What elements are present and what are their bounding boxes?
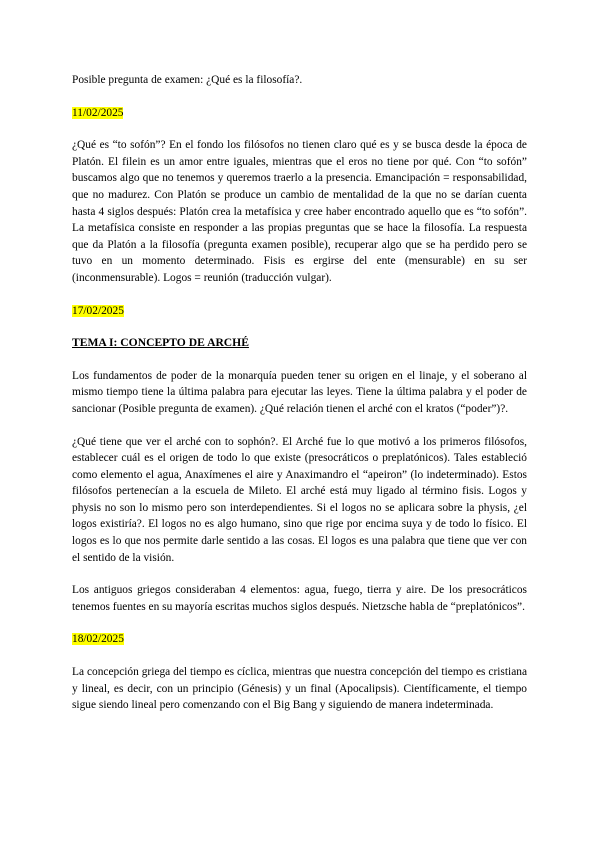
paragraph-arche: ¿Qué tiene que ver el arché con to sophón?. El Arché fue lo que motivó a los primeros filósofos, establecer cuál es el origen de todo lo que existe (presocráticos o preplatónicos). Tales estableció como elemento el agua, Anaxímenes el aire y Anaximandro el “apeiron” (lo indeterminado). Estos filósofos pertenecían a la escuela de Mileto. El arché está muy ligado al término fisis. Logos y physis no son lo mismo pero son interdependientes. Si el logos no se aplicara sobre la physis, ¿el logos existiría?. El logos no es algo humano, sino que rige por encima suya y de todo lo físico. El logos es lo que nos permite darle sentido a las cosas. El logos es una palabra que tiene que ver con el sentido de la visión. <box>72 435 527 564</box>
paragraph-to-sofon: ¿Qué es “to sofón”? En el fondo los filósofos no tienen claro qué es y se busca desde la época de Platón. El filein es un amor entre iguales, mientras que el eros no tiene por qué. Con “to sofón” buscamos algo que no tenemos y queremos traerlo a la presencia. Emancipación = responsabilidad, que no madurez. Con Platón se produce un cambio de mentalidad de la que no se darían cuenta hasta 4 siglos después: Platón crea la metafísica y cree haber encontrado aquello que es “to sofón”. La metafísica consiste en responder a las propias preguntas que se hace la filosofía. La respuesta que da Platón a la filosofía (pregunta examen posible), recuperar algo que se ha perdido pero se tuvo en un momento determinado. Fisis es ergirse del ente (mensurable) en su ser (inconmensurable). Logos = reunión (traducción vulgar). <box>72 139 527 284</box>
date-heading-1 <box>72 105 527 122</box>
document-body <box>72 72 527 730</box>
date-label-3: 18/02/2025 <box>72 633 124 646</box>
intro-line: Posible pregunta de examen: ¿Qué es la filosofía?. <box>72 74 303 86</box>
date-heading-2 <box>72 303 527 320</box>
date-label-2: 17/02/2025 <box>72 304 124 317</box>
paragraph-tiempo: La concepción griega del tiempo es cíclica, mientras que nuestra concepción del tiempo es cristiana y lineal, es decir, con un principio (Génesis) y un final (Apocalipsis). Científicamente, el tiempo sigue siendo lineal pero comenzando con el Big Bang y siguiendo de manera indeterminada. <box>72 666 527 712</box>
paragraph-elementos: Los antiguos griegos consideraban 4 elementos: agua, fuego, tierra y aire. De los presocráticos tenemos fuentes en su mayoría escritas muchos siglos después. Nietzsche habla de “preplatónicos”. <box>72 584 527 613</box>
date-label-1: 11/02/2025 <box>72 106 124 119</box>
date-heading-3 <box>72 631 527 648</box>
paragraph-monarquia: Los fundamentos de poder de la monarquía pueden tener su origen en el linaje, y el soberano al mismo tiempo tiene la última palabra para ejecutar las leyes. Tiene la última palabra y el poder de sancionar (Posible pregunta de examen). ¿Qué relación tienen el arché con el kratos (“poder”)?. <box>72 369 527 415</box>
section-title: TEMA I: CONCEPTO DE ARCHÉ <box>72 336 249 350</box>
